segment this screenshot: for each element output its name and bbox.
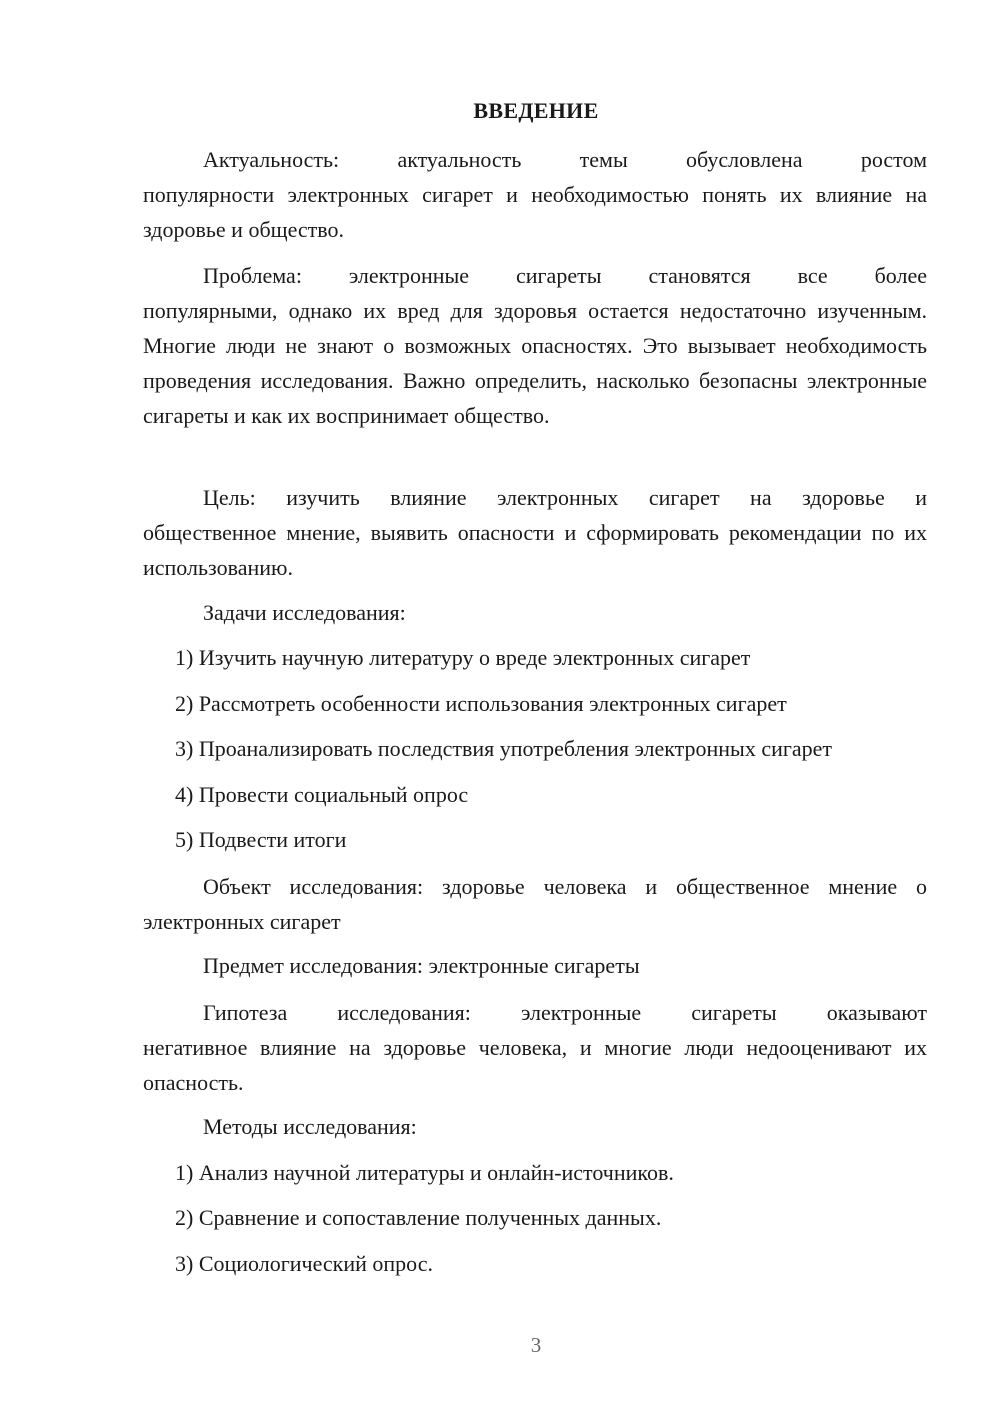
relevance-paragraph xyxy=(143,142,927,247)
object-first-line: Объект исследования: здоровье человека и общественное мнение о xyxy=(203,874,927,899)
goal-first-line: Цель: изучить влияние электронных сигарет на здоровье и xyxy=(203,485,927,510)
goal-body: общественное мнение, выявить опасности и сформировать рекомендации по их использованию. xyxy=(143,520,927,580)
object-paragraph xyxy=(143,869,927,939)
hypothesis-first-line: Гипотеза исследования: электронные сигареты оказывают xyxy=(203,1000,927,1025)
method-item-1: 1) Анализ научной литературы и онлайн-источников. xyxy=(175,1160,674,1185)
methods-heading: Методы исследования: xyxy=(203,1114,417,1139)
subject-line: Предмет исследования: электронные сигареты xyxy=(203,953,640,978)
object-body: электронных сигарет xyxy=(143,909,341,934)
task-item-5: 5) Подвести итоги xyxy=(175,827,347,852)
task-item-2: 2) Рассмотреть особенности использования электронных сигарет xyxy=(175,691,787,716)
hypothesis-body: негативное влияние на здоровье человека, и многие люди недооценивают их опасность. xyxy=(143,1035,927,1095)
relevance-body: популярности электронных сигарет и необходимостью понять их влияние на здоровье и общество. xyxy=(143,182,927,242)
problem-first-line: Проблема: электронные сигареты становятся все более xyxy=(203,263,927,288)
relevance-first-line: Актуальность: актуальность темы обусловлена ростом xyxy=(203,147,927,172)
problem-body: популярными, однако их вред для здоровья остается недостаточно изученным. Многие люди не знают о возможных опасностях. Это вызывает необходимость проведения исследования. Важно определить, насколько безопасны электронные сигареты и как их воспринимает общество. xyxy=(143,298,927,428)
tasks-heading: Задачи исследования: xyxy=(203,600,406,625)
page-title: ВВЕДЕНИЕ xyxy=(473,98,599,123)
goal-paragraph xyxy=(143,480,927,585)
task-item-4: 4) Провести социальный опрос xyxy=(175,782,469,807)
task-item-1: 1) Изучить научную литературу о вреде электронных сигарет xyxy=(175,645,751,670)
method-item-2: 2) Сравнение и сопоставление полученных данных. xyxy=(175,1205,662,1230)
hypothesis-paragraph xyxy=(143,995,927,1100)
method-item-3: 3) Социологический опрос. xyxy=(175,1251,433,1276)
task-item-3: 3) Проанализировать последствия употребления электронных сигарет xyxy=(175,736,833,761)
page-number: 3 xyxy=(530,1333,542,1357)
problem-paragraph xyxy=(143,258,927,433)
